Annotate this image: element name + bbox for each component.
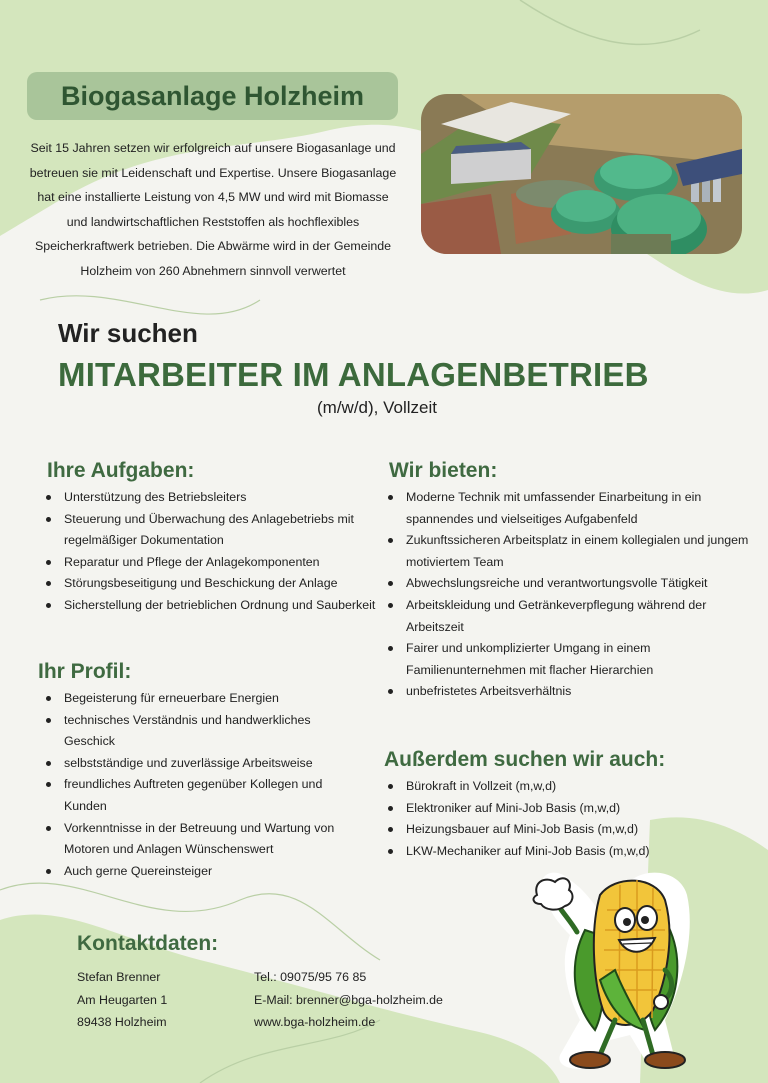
contact-heading: Kontaktdaten:	[77, 932, 219, 955]
aufgaben-section	[47, 459, 377, 617]
corn-mascot-illustration	[515, 860, 715, 1075]
company-title-box	[27, 72, 398, 120]
list-item: Elektroniker auf Mini-Job Basis (m,w,d)	[380, 798, 714, 820]
contact-city: 89438 Holzheim	[77, 1015, 167, 1029]
list-item: Auch gerne Quereinsteiger	[38, 861, 358, 883]
list-item: Zukunftssicheren Arbeitsplatz in einem kollegialen und jungem motiviertem Team	[380, 530, 749, 573]
list-item: Störungsbeseitigung und Beschickung der Anlage	[38, 573, 377, 595]
list-item: freundliches Auftreten gegenüber Kollegen und Kunden	[38, 774, 358, 817]
list-item: Vorkenntnisse in der Betreuung und Wartung von Motoren und Anlagen Wünschenswert	[38, 818, 358, 861]
list-item: Unterstützung des Betriebsleiters	[38, 487, 377, 509]
aufgaben-list	[38, 487, 377, 617]
profil-heading: Ihr Profil:	[38, 660, 132, 683]
list-item: technisches Verständnis und handwerkliches Geschick	[38, 710, 358, 753]
list-item: Begeisterung für erneuerbare Energien	[38, 688, 358, 710]
job-title: MITARBEITER IM ANLAGENBETRIEB	[58, 356, 649, 393]
list-item: Abwechslungsreiche und verantwortungsvolle Tätigkeit	[380, 573, 749, 595]
company-title: Biogasanlage Holzheim	[60, 80, 365, 111]
bieten-list	[380, 487, 749, 703]
ausserdem-section	[384, 748, 714, 862]
bieten-heading: Wir bieten:	[389, 459, 498, 482]
contact-email: E-Mail: brenner@bga-holzheim.de	[254, 992, 443, 1007]
list-item: Sicherstellung der betrieblichen Ordnung und Sauberkeit	[38, 595, 377, 617]
list-item: Bürokraft in Vollzeit (m,w,d)	[380, 776, 714, 798]
list-item: Fairer und unkomplizierter Umgang in einem Familienunternehmen mit flacher Hierarchien	[380, 638, 749, 681]
list-item: Heizungsbauer auf Mini-Job Basis (m,w,d)	[380, 819, 714, 841]
list-item: Steuerung und Überwachung des Anlagebetriebs mit regelmäßiger Dokumentation	[38, 509, 377, 552]
contact-section	[77, 932, 497, 1034]
list-item: Moderne Technik mit umfassender Einarbeitung in ein spannendes und vielseitiges Aufgabenfeld	[380, 487, 749, 530]
contact-phone: Tel.: 09075/95 76 85	[254, 970, 367, 984]
contact-website: www.bga-holzheim.de	[254, 1015, 376, 1029]
ausserdem-list	[380, 776, 714, 862]
contact-street: Am Heugarten 1	[77, 992, 168, 1007]
profil-list	[38, 688, 358, 882]
contact-name: Stefan Brenner	[77, 970, 161, 984]
list-item: unbefristetes Arbeitsverhältnis	[380, 681, 749, 703]
job-lead: Wir suchen	[58, 318, 198, 348]
biogas-plant-photo	[421, 94, 742, 254]
ausserdem-heading: Außerdem suchen wir auch:	[384, 748, 666, 771]
aufgaben-heading: Ihre Aufgaben:	[47, 459, 195, 482]
list-item: Arbeitskleidung und Getränkeverpflegung während der Arbeitszeit	[380, 595, 749, 638]
list-item: LKW-Mechaniker auf Mini-Job Basis (m,w,d)	[380, 841, 714, 863]
intro-text: Seit 15 Jahren setzen wir erfolgreich auf unsere Biogasanlage und betreuen sie mit Leidenschaft und Expertise. Unsere Biogasanlage hat eine installierte Leistung von 4,5 MW und wird mit Biomasse und landwirtschaftlichen Reststoffen als hochflexibles Speicherkraftwerk betrieben. Die Abwärme wird in der Gemeinde Holzheim von 260 Abnehmern sinnvoll verwertet	[29, 141, 397, 278]
profil-section	[38, 660, 358, 882]
list-item: Reparatur und Pflege der Anlagekomponenten	[38, 552, 377, 574]
list-item: selbstständige und zuverlässige Arbeitsweise	[38, 753, 358, 775]
job-subtitle: (m/w/d), Vollzeit	[317, 398, 437, 417]
bieten-section	[389, 459, 749, 703]
